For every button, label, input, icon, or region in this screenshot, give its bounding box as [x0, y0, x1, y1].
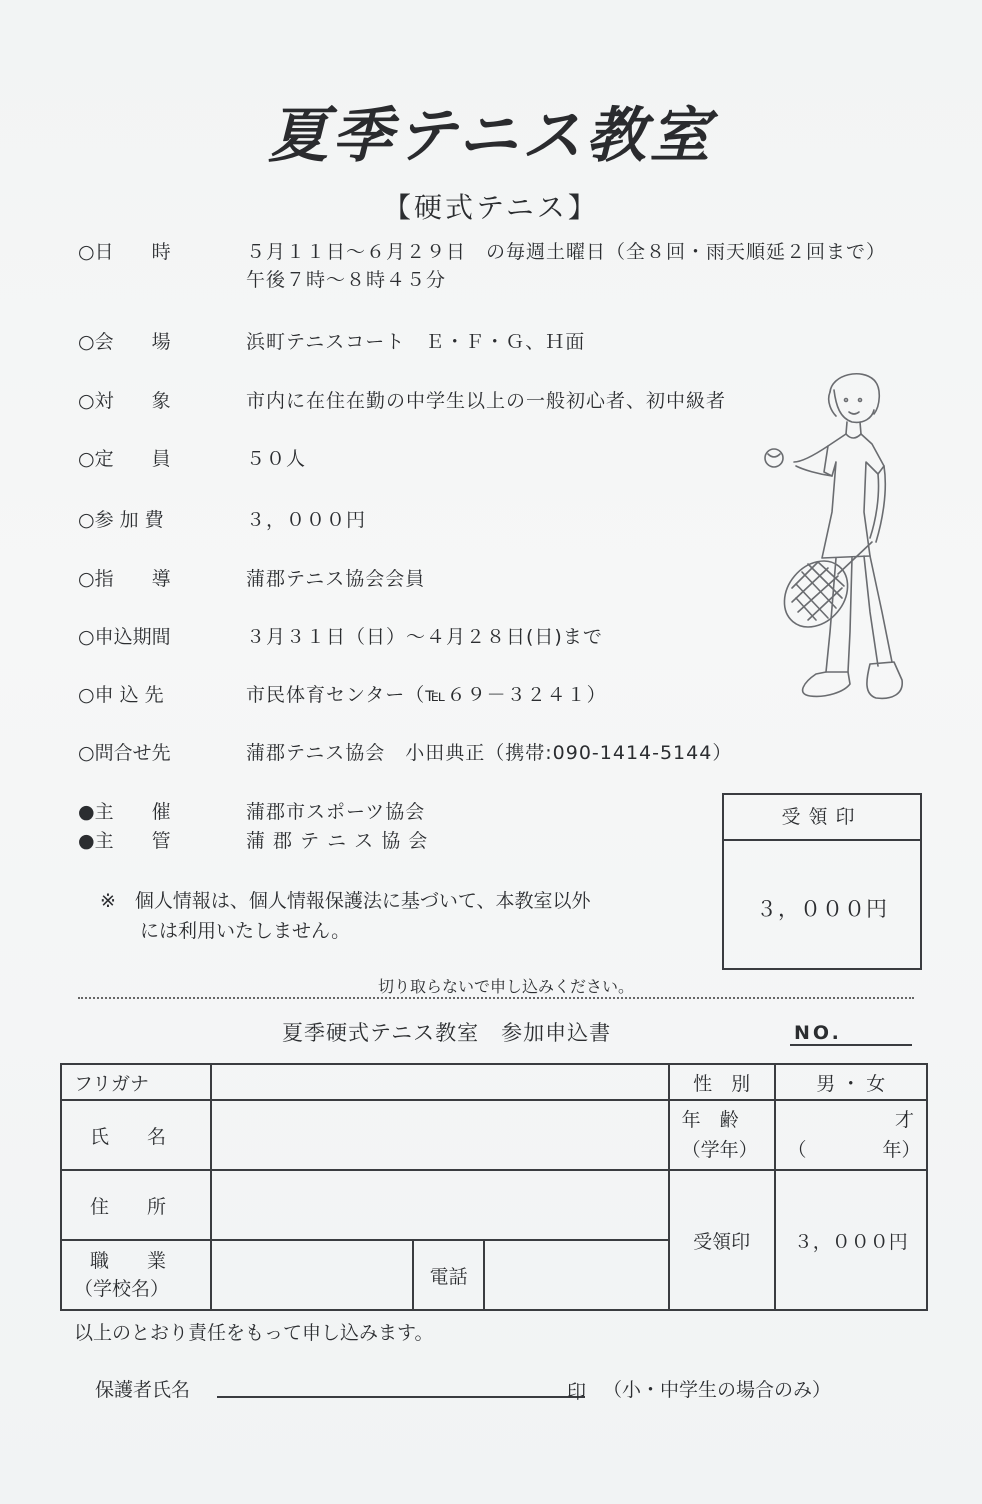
responsibility-statement: 以上のとおり責任をもって申し込みます。: [74, 1322, 434, 1344]
info-value: ５月１１日～６月２９日 の毎週土曜日（全８回・雨天順延２回まで）: [246, 241, 887, 263]
receipt-amount: ３，０００円: [775, 1170, 927, 1310]
furigana-label: フリガナ: [61, 1064, 211, 1100]
occupation-input[interactable]: [211, 1240, 413, 1310]
info-label: ○日 時: [78, 241, 171, 263]
info-label: ○会 場: [78, 331, 171, 353]
phone-label: 電話: [413, 1240, 485, 1310]
seal-mark: 印: [567, 1381, 587, 1403]
furigana-input[interactable]: [211, 1064, 669, 1100]
age-label-cell: [669, 1100, 775, 1170]
address-label: 住 所: [61, 1170, 211, 1240]
name-label: 氏 名: [61, 1100, 211, 1170]
privacy-note: [100, 886, 591, 946]
info-value: 市内に在住在勤の中学生以上の一般初心者、初中級者: [246, 390, 727, 412]
form-number-field[interactable]: NO.: [790, 1022, 912, 1046]
info-value: 浜町テニスコート Ｅ・Ｆ・Ｇ、Ｈ面: [246, 331, 586, 353]
guardian-name-label: 保護者氏名: [95, 1379, 191, 1401]
receipt-label: 受領印: [669, 1170, 775, 1310]
privacy-note-line1: ※ 個人情報は、個人情報保護法に基づいて、本教室以外: [100, 890, 591, 912]
occupation-label-cell: [61, 1240, 211, 1310]
grade-unit: （ 年）: [787, 1139, 921, 1161]
gender-options[interactable]: 男 ・ 女: [775, 1064, 927, 1100]
tennis-player-illustration: [752, 362, 922, 722]
info-label: ○問合せ先: [78, 742, 171, 764]
phone-input[interactable]: [484, 1240, 668, 1310]
gender-label: 性 別: [669, 1064, 775, 1100]
info-value: 蒲郡テニス協会 小田典正（携帯:090-1414-5144）: [246, 742, 733, 764]
name-input[interactable]: [211, 1100, 669, 1170]
info-label: ○参 加 費: [78, 509, 164, 531]
info-label: ●主 管: [78, 830, 171, 852]
subtitle: 【硬式テニス】: [383, 191, 599, 224]
info-label: ○申込期間: [78, 626, 171, 648]
application-form-table: [60, 1063, 928, 1311]
receipt-stamp-header: 受領印: [724, 795, 920, 841]
info-label: ○定 員: [78, 448, 171, 470]
occupation-label: 職 業: [90, 1250, 167, 1272]
info-label: ○対 象: [78, 390, 171, 412]
privacy-note-line2: には利用いたしません。: [140, 920, 351, 942]
age-input[interactable]: [775, 1100, 927, 1170]
guardian-name-line[interactable]: [217, 1396, 585, 1398]
form-title: 夏季硬式テニス教室 参加申込書: [282, 1021, 612, 1045]
cut-instruction: 切り取らないで申し込みください。: [377, 977, 634, 996]
guardian-note: （小・中学生の場合のみ）: [603, 1379, 832, 1401]
info-value: ５０人: [246, 448, 307, 470]
school-label: （学校名）: [74, 1278, 170, 1300]
receipt-stamp-amount: ３，０００円: [756, 897, 888, 921]
age-unit: 才: [894, 1109, 914, 1131]
info-value-line2: 午後７時～８時４５分: [246, 269, 447, 291]
info-label: ●主 催: [78, 801, 171, 823]
address-input[interactable]: [211, 1170, 669, 1240]
cut-line: [78, 997, 914, 999]
info-label: ○申 込 先: [78, 684, 164, 706]
info-label: ○指 導: [78, 568, 171, 590]
info-value: 蒲郡テニス協会会員: [246, 568, 426, 590]
receipt-stamp-box: [722, 793, 922, 970]
age-label: 年 齢: [681, 1109, 739, 1131]
info-value: 市民体育センター（℡６９－３２４１）: [246, 684, 607, 706]
page-title: 夏季テニス教室: [268, 101, 714, 171]
info-value: ３，０００円: [246, 509, 367, 531]
info-value: ３月３１日（日）～４月２８日(日)まで: [246, 626, 603, 648]
info-value: 蒲郡市スポーツ協会: [246, 801, 426, 823]
grade-label: （学年）: [681, 1139, 758, 1161]
info-value: 蒲 郡 テ ニ ス 協 会: [246, 830, 429, 852]
